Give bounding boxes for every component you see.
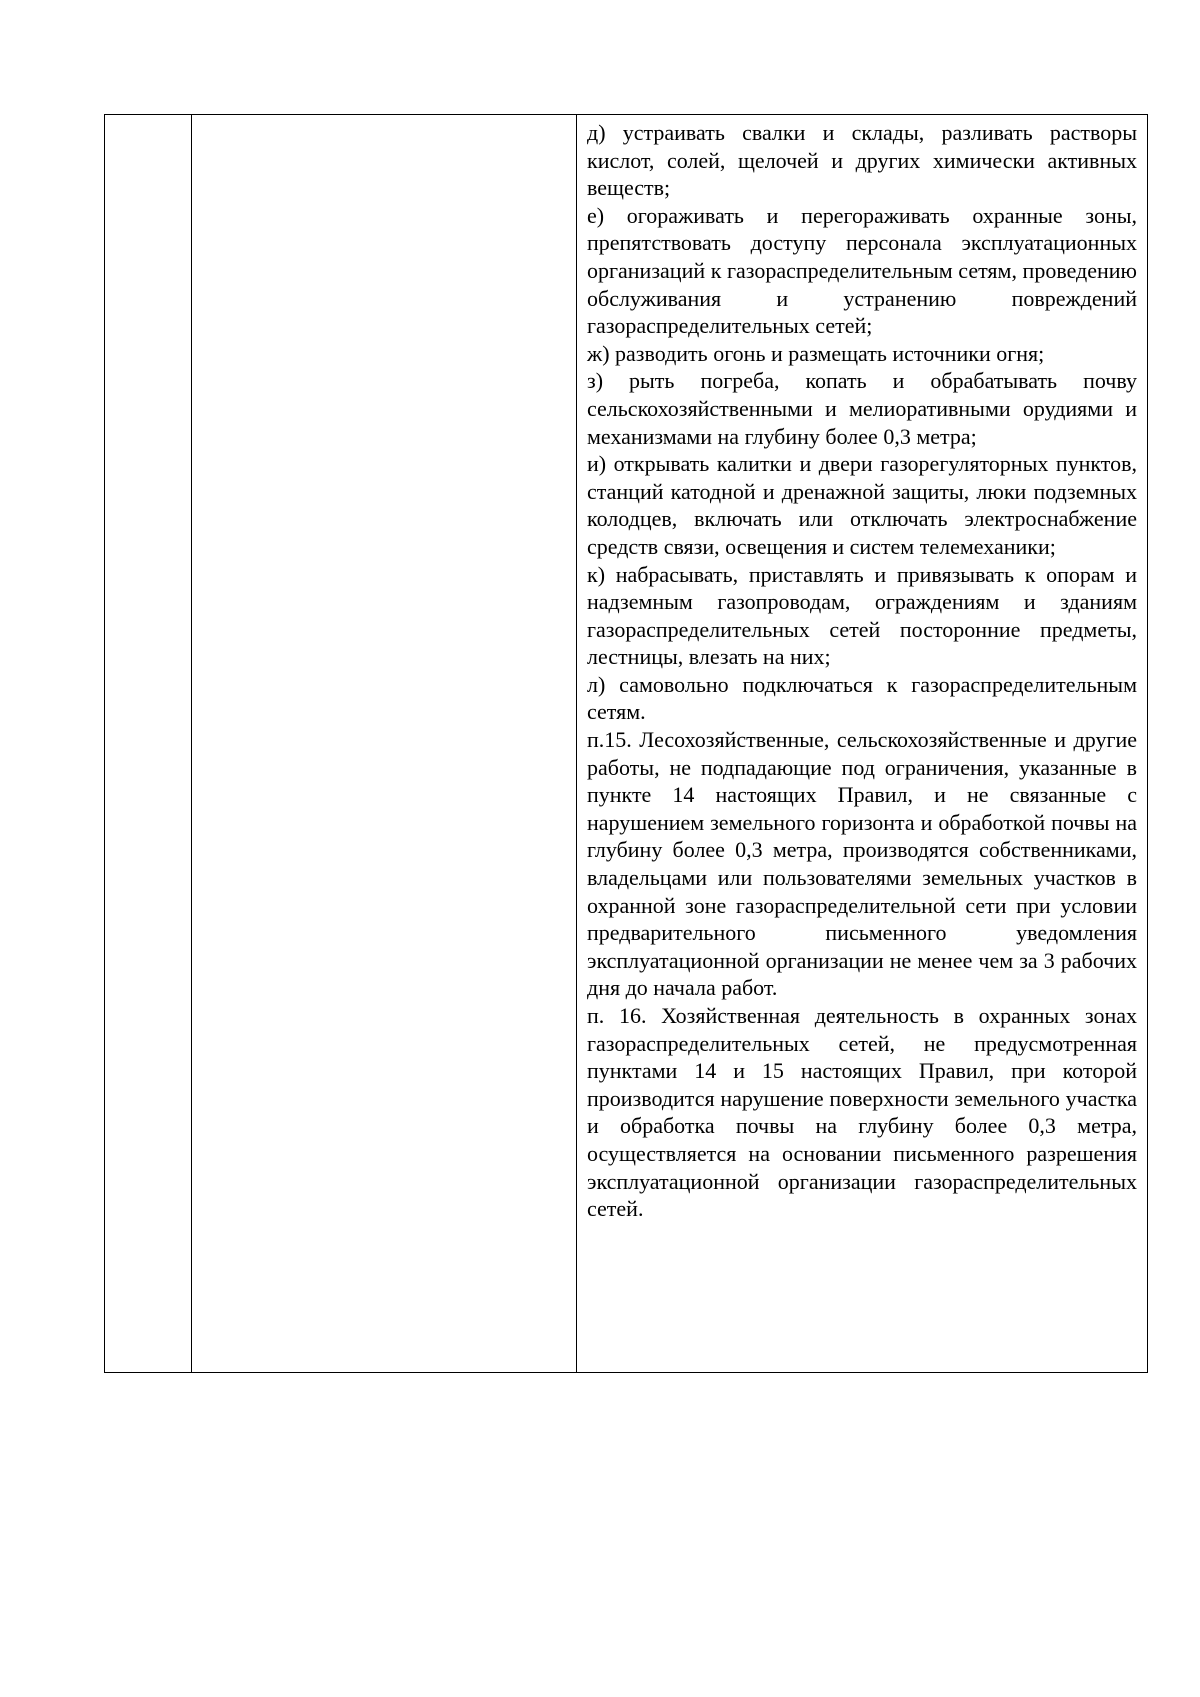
clause-16: п. 16. Хозяйственная деятельность в охранных зонах газораспределительных сетей, не предусмотренная пунктами 14 и 15 настоящих Правил, при которой производится нарушение поверхности земельного участка и обработка почвы на глубину более 0,3 метра, осуществляется на основании письменного разрешения эксплуатационной организации газораспределительных сетей. bbox=[587, 1003, 1137, 1222]
restriction-item-l: л) самовольно подключаться к газораспределительным сетям. bbox=[587, 671, 1137, 725]
content-cell-text bbox=[577, 115, 1147, 1223]
restriction-item-zh: ж) разводить огонь и размещать источники огня; bbox=[587, 340, 1045, 366]
number-cell-text bbox=[105, 115, 191, 119]
regulations-table bbox=[104, 114, 1148, 1373]
restriction-item-i: и) открывать калитки и двери газорегуляторных пунктов, станций катодной и дренажной защиты, люки подземных колодцев, включать или отключать электроснабжение средств связи, освещения и систем телемеханики; bbox=[587, 451, 1137, 559]
number-cell bbox=[105, 115, 192, 1373]
title-cell-text bbox=[192, 115, 576, 119]
restriction-item-z: з) рыть погреба, копать и обрабатывать почву сельскохозяйственными и мелиоративными орудиями и механизмами на глубину более 0,3 метра; bbox=[587, 368, 1137, 449]
content-cell bbox=[577, 115, 1148, 1373]
table-row bbox=[105, 115, 1148, 1373]
clause-15: п.15. Лесохозяйственные, сельскохозяйственные и другие работы, не подпадающие под ограничения, указанные в пункте 14 настоящих Правил, и не связанные с нарушением земельного горизонта и обработкой почвы на глубину более 0,3 метра, производятся собственниками, владельцами или пользователями земельных участков в охранной зоне газораспределительной сети при условии предварительного письменного уведомления эксплуатационной организации не менее чем за 3 рабочих дня до начала работ. bbox=[587, 727, 1137, 1001]
restriction-item-d: д) устраивать свалки и склады, разливать растворы кислот, солей, щелочей и других химически активных веществ; bbox=[587, 120, 1137, 201]
restriction-item-k: к) набрасывать, приставлять и привязывать к опорам и надземным газопроводам, ограждениям и зданиям газораспределительных сетей посторонние предметы, лестницы, влезать на них; bbox=[587, 561, 1137, 670]
title-cell bbox=[192, 115, 577, 1373]
restriction-item-e: е) огораживать и перегораживать охранные зоны, препятствовать доступу персонала эксплуатационных организаций к газораспределительным сетям, проведению обслуживания и устранению повреждений газораспределительных сетей; bbox=[587, 202, 1137, 339]
